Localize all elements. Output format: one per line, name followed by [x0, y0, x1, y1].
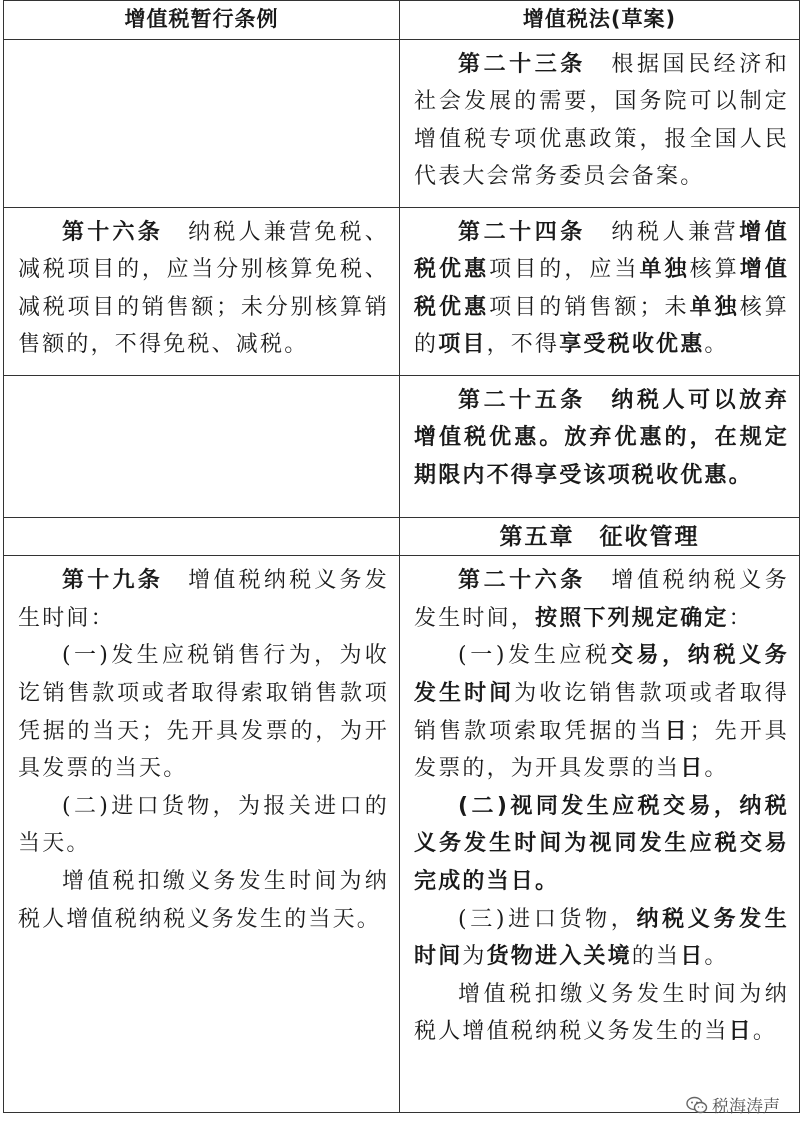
- row1-right-cell: [400, 39, 800, 207]
- row4-left-cell: [4, 517, 400, 556]
- row-article-19-26: [4, 556, 800, 1113]
- bold-text-run: 第二十四条: [458, 219, 586, 245]
- article-16-text: 第十六条 纳税人兼营免税、减税项目的，应当分别核算免税、减税项目的销售额；未分别核算销售额的，不得免税、减税。: [18, 219, 389, 358]
- bold-text-run: 交易，纳税义务发生时间: [414, 643, 789, 706]
- paragraph: 第二十六条 增值税纳税义务发生时间，按照下列规定确定：: [414, 568, 789, 631]
- paragraph: (二)进口货物，为报关进口的当天。: [18, 793, 389, 857]
- paragraph: (一)发生应税交易，纳税义务发生时间为收讫销售款项或者取得销售款项索取凭据的当日；先开具发票的，为开具发票的当日。: [414, 643, 789, 782]
- bold-text-run: 货物进入关境: [486, 944, 632, 970]
- bold-text-run: 日: [728, 1019, 753, 1045]
- bold-text-run: 增值税优惠: [414, 257, 790, 320]
- paragraph: 第十九条 增值税纳税义务发生时间：: [18, 568, 389, 631]
- bold-text-run: 单独: [639, 257, 690, 283]
- watermark: [686, 1092, 780, 1117]
- row-article-23: [4, 39, 800, 207]
- bold-text-run: 日: [680, 944, 705, 970]
- wechat-icon: [686, 1096, 708, 1114]
- paragraph: 增值税扣缴义务发生时间为纳税人增值税纳税义务发生的当天。: [18, 868, 389, 932]
- paragraph: (一)发生应税销售行为，为收讫销售款项或者取得索取销售款项凭据的当天；先开具发票的，为开具发票的当天。: [18, 643, 389, 782]
- bold-text-run: 日: [680, 756, 705, 782]
- bold-text-run: 纳税义务发生时间: [414, 906, 789, 970]
- header-right: 增值税法(草案): [400, 1, 800, 40]
- bold-text-run: 第十九条: [62, 568, 163, 594]
- article-19-text: [18, 562, 389, 938]
- paragraph: 增值税扣缴义务发生时间为纳税人增值税纳税义务发生的当日。: [414, 981, 789, 1045]
- row-article-16-24: [4, 207, 800, 375]
- bold-text-run: 享受税收优惠: [559, 332, 705, 358]
- article-23-text: 第二十三条 根据国民经济和社会发展的需要，国务院可以制定增值税专项优惠政策，报全国人民代表大会常务委员会备案。: [414, 51, 789, 190]
- bold-text-run: 第十六条: [62, 219, 163, 245]
- row5-left-cell: [4, 556, 400, 1113]
- bold-text-run: (二)视同发生应税交易，纳税义务发生时间为视同发生应税交易完成的当日。: [414, 793, 789, 894]
- bold-text-run: 单独: [689, 294, 740, 320]
- comparison-table: [3, 0, 800, 1113]
- row-article-25: [4, 375, 800, 517]
- row2-left-cell: [4, 207, 400, 375]
- bold-text-run: 按照下列规定确定: [535, 605, 729, 631]
- row1-left-cell: [4, 39, 400, 207]
- chapter-title: 第五章 征收管理: [400, 517, 800, 556]
- row-chapter-5: [4, 517, 800, 556]
- bold-text-run: 第二十三条: [458, 51, 586, 77]
- row3-left-cell: [4, 375, 400, 517]
- header-row: [4, 1, 800, 40]
- row2-right-cell: [400, 207, 800, 375]
- row5-right-cell: [400, 556, 800, 1113]
- paragraph: (三)进口货物，纳税义务发生时间为货物进入关境的当日。: [414, 906, 789, 970]
- bold-text-run: 第二十五条 纳税人可以放弃增值税优惠。放弃优惠的，在规定期限内不得享受该项税收优惠。: [414, 387, 789, 488]
- paragraph: [414, 788, 789, 901]
- bold-text-run: 第二十六条: [458, 568, 586, 594]
- row3-right-cell: [400, 375, 800, 517]
- watermark-text: 税海涛声: [712, 1097, 780, 1117]
- article-25-text: [414, 382, 789, 495]
- article-24-text: 第二十四条 纳税人兼营增值税优惠项目的，应当单独核算增值税优惠项目的销售额；未单独核算的项目，不得享受税收优惠。: [414, 219, 790, 358]
- bold-text-run: 项目: [438, 332, 487, 358]
- bold-text-run: 增值税优惠: [414, 219, 789, 283]
- bold-text-run: 日: [664, 718, 690, 744]
- article-26-text: [414, 562, 789, 1051]
- header-left: 增值税暂行条例: [4, 1, 400, 40]
